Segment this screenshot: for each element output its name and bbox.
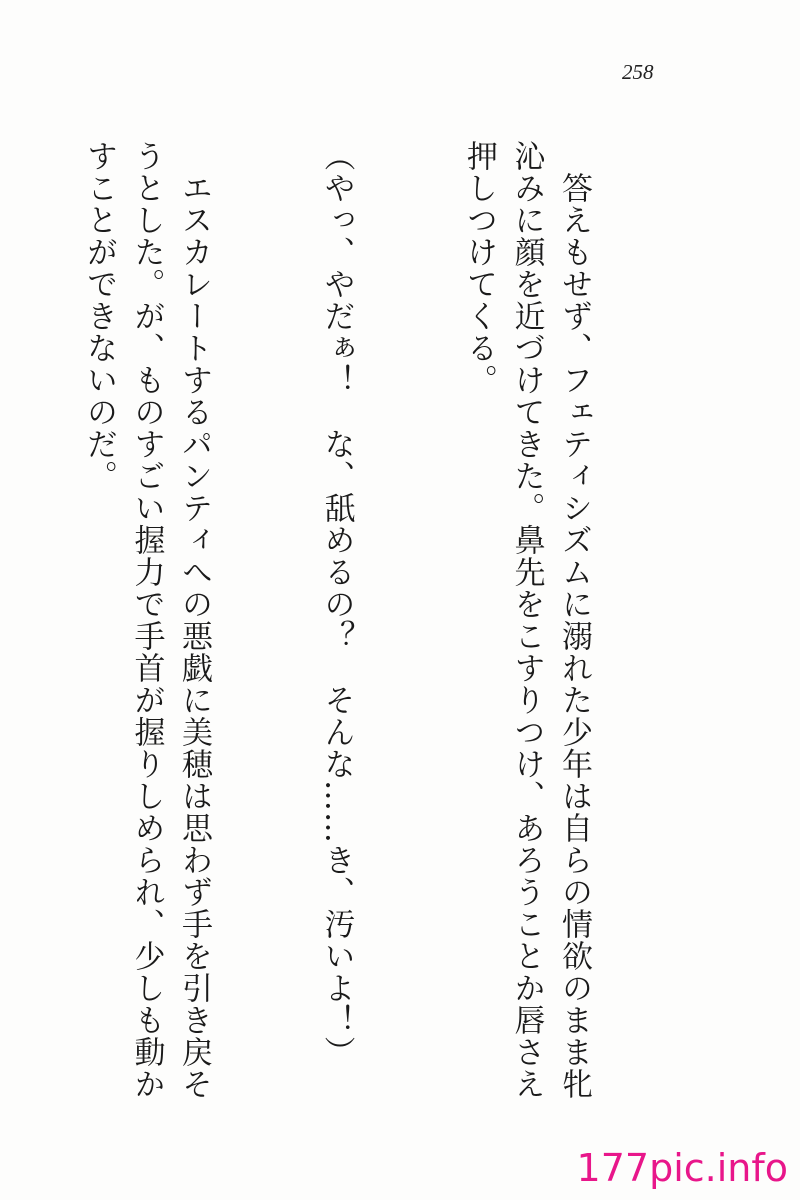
paragraph: （やっ、やだぁ！ な、舐めるの？ そんな……き、汚いよ！） xyxy=(318,140,355,1068)
watermark-text: 177pic.info xyxy=(576,1146,788,1190)
vertical-body-text xyxy=(72,140,692,1120)
page-number: 258 xyxy=(622,60,654,84)
paragraph: 答えもせず、フェティシズムに溺れた少年は自らの情欲のまま牝沁みに顔を近づけてきた。鼻先をこすりつけ、あろうことか唇さえ押しつけてくる。 xyxy=(461,140,592,1100)
paragraph: エスカレートするパンティへの悪戯に美穂は思わず手を引き戻そうとした。が、ものすごい握力で手首が握りしめられ、少しも動かすことができないのだ。 xyxy=(81,140,212,1100)
